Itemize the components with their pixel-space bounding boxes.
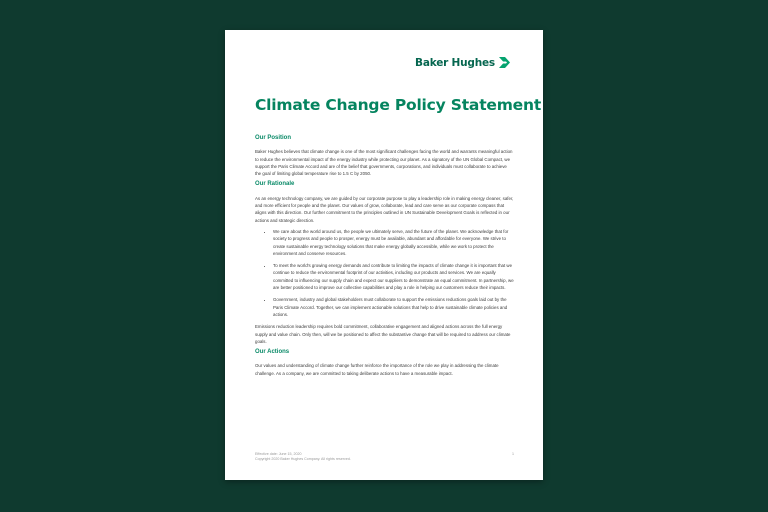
page-title: Climate Change Policy Statement	[255, 96, 542, 114]
baker-hughes-logo	[415, 56, 511, 69]
page-number: 1	[512, 452, 514, 456]
position-paragraph: Baker Hughes believes that climate change is one of the most significant challenges facing the world and warrants meaningful action to reduce the environmental impact of the energy industry while protecting our planet. As a signatory of the UN Global Compact, we support the Paris Climate Accord and are of the belief that governments, corporations, and individuals must collaborate to achieve the goal of limiting global temperature rise to 1.5 C by 2050.	[255, 149, 513, 177]
actions-paragraph: Our values and understanding of climate change further reinforce the importance of the role we play in addressing the climate challenge. As a company, we are committed to taking deliberate actions to have a measurable impact.	[255, 363, 499, 376]
page-footer	[255, 452, 514, 462]
effective-date: Effective date: June 15, 2020	[255, 452, 302, 456]
section-heading-actions: Our Actions	[255, 349, 290, 356]
rationale-paragraph: As an energy technology company, we are guided by our corporate purpose to play a leadership role in making energy cleaner, safer, and more efficient for people and the planet. Our values of grow, collaborate, lead and care serve as our corporate compass that aligns with this direction. Our further commitment to the principles outlined in UN Sustainable Development Goals is reflected in our actions and strategic direction.	[255, 195, 514, 223]
rationale-bullet-list	[255, 228, 514, 318]
rationale-closing-paragraph: Emissions reduction leadership requires bold commitment, collaborative engagement and aligned actions across the full energy supply and value chain. Only then, will we be positioned to affect the substantive change that will be required to address our climate goals.	[255, 324, 511, 344]
list-item: • To meet the world's growing energy demands and contribute to limiting the impacts of climate change it is important that we continue to reduce the environmental footprint of our activities, including our products and services. We are equally committed to influencing our supply chain and expect our suppliers to demonstrate an equal commitment. In partnership, we are better positioned to improve our collective capabilities and play a role in helping our customers reduce their impacts.	[273, 262, 514, 291]
list-item: • Government, industry and global stakeholders must collaborate to support the emissions reductions goals laid out by the Paris Climate Accord. Together, we can implement actionable solutions that help to drive sustainable climate policies and actions.	[273, 296, 514, 318]
section-heading-rationale: Our Rationale	[255, 181, 295, 188]
document-body	[255, 135, 514, 381]
chevron-arrows-icon	[498, 56, 511, 69]
logo-text: Baker Hughes	[415, 56, 495, 69]
copyright-notice: Copyright 2020 Baker Hughes Company. All rights reserved.	[255, 457, 351, 461]
section-heading-position: Our Position	[255, 135, 291, 141]
list-item: • We care about the world around us, the people we ultimately serve, and the future of the planet. We acknowledge that for society to progress and people to prosper, energy must be available, abundant and affordable for everyone. We strive to create sustainable energy technology solutions that make energy globally accessible, while we work to protect the environment and conserve resources.	[273, 228, 514, 257]
document-page	[225, 30, 543, 480]
